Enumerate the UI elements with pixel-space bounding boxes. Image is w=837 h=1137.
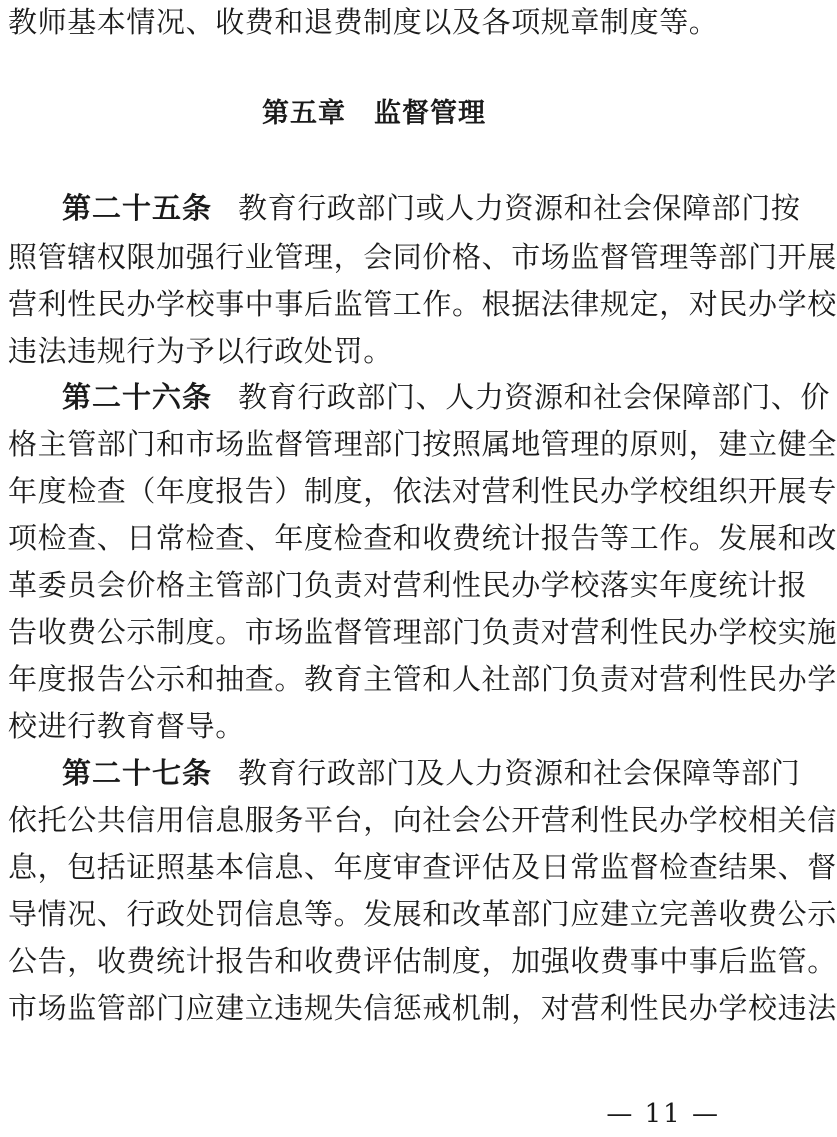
text-line: 导情况、行政处罚信息等。发展和改革部门应建立完善收费公示 — [8, 897, 837, 931]
text-line: 照管辖权限加强行业管理，会同价格、市场监督管理等部门开展 — [8, 240, 837, 274]
text-line: 公告，收费统计报告和收费评估制度，加强收费事中事后监管。 — [8, 944, 837, 978]
chapter-title: 监督管理 — [374, 98, 486, 129]
article-27-first-line — [62, 753, 801, 793]
page-number: — 11 — — [606, 1099, 720, 1129]
article-text: 教育行政部门及人力资源和社会保障等部门 — [238, 756, 801, 790]
text-line: 违法违规行为予以行政处罚。 — [8, 334, 393, 368]
text-line: 营利性民办学校事中事后监管工作。根据法律规定，对民办学校 — [8, 287, 837, 321]
text-line: 校进行教育督导。 — [8, 709, 245, 743]
text-line: 依托公共信用信息服务平台，向社会公开营利性民办学校相关信 — [8, 803, 837, 837]
text-line: 年度检查（年度报告）制度，依法对营利性民办学校组织开展专 — [8, 474, 837, 508]
article-label: 第二十六条 — [62, 380, 213, 414]
article-text: 教育行政部门或人力资源和社会保障部门按 — [238, 191, 801, 225]
article-26-first-line — [62, 377, 831, 417]
text-line: 年度报告公示和抽查。教育主管和人社部门负责对营利性民办学 — [8, 662, 837, 696]
article-text: 教育行政部门、人力资源和社会保障部门、价 — [238, 380, 831, 414]
text-line: 项检查、日常检查、年度检查和收费统计报告等工作。发展和改 — [8, 521, 837, 555]
text-line: 教师基本情况、收费和退费制度以及各项规章制度等。 — [8, 5, 719, 39]
text-line: 格主管部门和市场监督管理部门按照属地管理的原则，建立健全 — [8, 427, 837, 461]
text-line: 市场监管部门应建立违规失信惩戒机制，对营利性民办学校违法 — [8, 991, 837, 1025]
chapter-heading — [0, 94, 748, 134]
text-line: 息，包括证照基本信息、年度审查评估及日常监督检查结果、督 — [8, 850, 837, 884]
article-label: 第二十七条 — [62, 756, 213, 790]
text-line: 告收费公示制度。市场监督管理部门负责对营利性民办学校实施 — [8, 615, 837, 649]
text-line: 革委员会价格主管部门负责对营利性民办学校落实年度统计报 — [8, 568, 808, 602]
article-25-first-line — [62, 188, 801, 228]
chapter-number: 第五章 — [262, 98, 346, 129]
article-label: 第二十五条 — [62, 191, 213, 225]
